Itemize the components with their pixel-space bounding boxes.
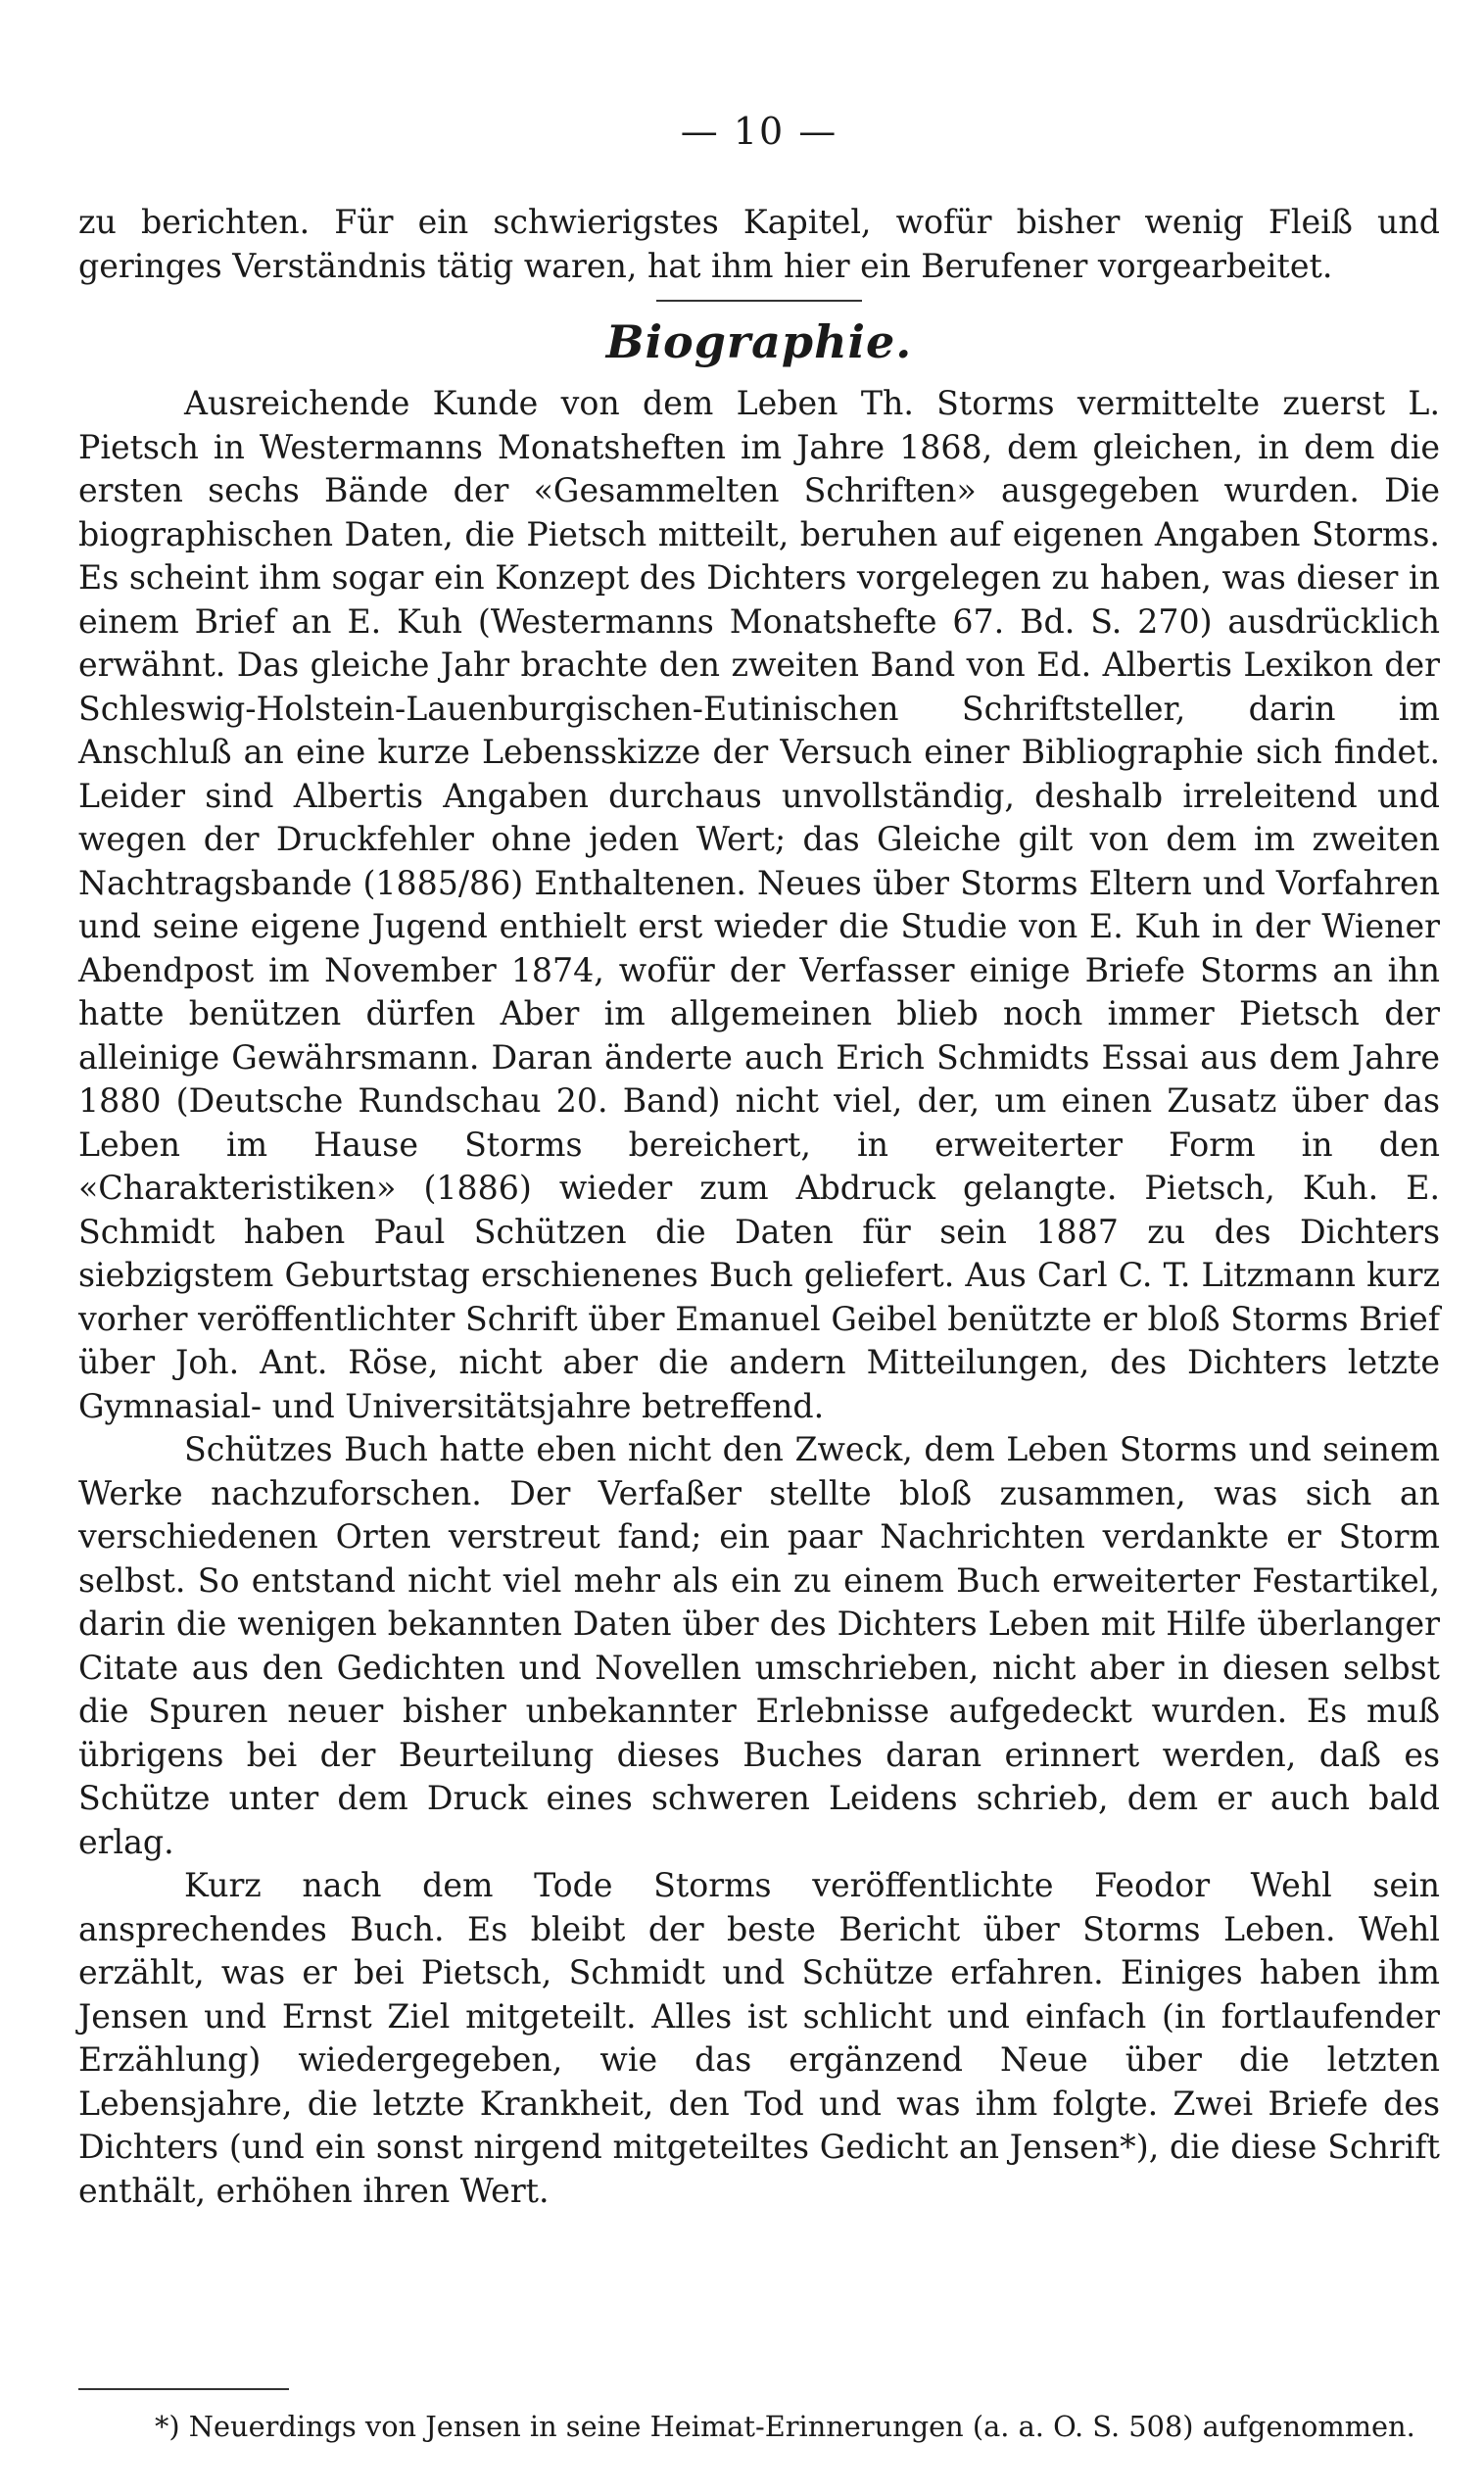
footnote-divider <box>78 2388 289 2390</box>
paragraph: Kurz nach dem Tode Storms veröffentlichte Feodor Wehl sein ansprechendes Buch. Es bleibt der beste Bericht über Storms Leben. Wehl erzählt, was er bei Pietsch, Schmidt und Schütze erfahren. Einiges haben ihm Jensen und Ernst Ziel mitgeteilt. Alles ist schlicht und einfach (in fortlaufender Erzählung) wiedergegeben, wie das ergänzend Neue über die letzten Lebensjahre, die letzte Krankheit, den Tod und was ihm folgte. Zwei Briefe des Dichters (und ein sonst nirgend mitgeteiltes Gedicht an Jensen*), die diese Schrift enthält, erhöhen ihren Wert. <box>78 1866 1440 2210</box>
section-divider <box>656 300 862 302</box>
page-number: — 10 — <box>680 110 838 153</box>
paragraph: Schützes Buch hatte eben nicht den Zweck, dem Leben Storms und seinem Werke nachzuforschen. Der Verfaßer stellte bloß zusammen, was sich an verschiedenen Orten verstreut fand; ein paar Nachrichten verdankte er Storm selbst. So entstand nicht viel mehr als ein zu einem Buch erweiterter Festartikel, darin die wenigen bekannten Daten über des Dichters Leben mit Hilfe überlanger Citate aus den Gedichten und Novellen umschrieben, nicht aber in diesen selbst die Spuren neuer bisher unbekannter Erlebnisse aufgedeckt wurden. Es muß übrigens bei der Beurteilung dieses Buches daran erinnert werden, daß es Schütze unter dem Druck eines schweren Leidens schrieb, dem er auch bald erlag. <box>78 1430 1440 1861</box>
footnote: *) Neuerdings von Jensen in seine Heimat-Erinnerungen (a. a. O. S. 508) aufgenommen. <box>155 2410 1415 2443</box>
section-heading: Biographie. <box>605 315 913 368</box>
paragraph: Ausreichende Kunde von dem Leben Th. Storms vermittelte zuerst L. Pietsch in Westermanns Monatsheften im Jahre 1868, dem gleichen, in dem die ersten sechs Bände der «Gesammelten Schriften» ausgegeben wurden. Die biographischen Daten, die Pietsch mitteilt, beruhen auf eigenen Angaben Storms. Es scheint ihm sogar ein Konzept des Dichters vorgelegen zu haben, was dieser in einem Brief an E. Kuh (Westermanns Monatshefte 67. Bd. S. 270) ausdrücklich erwähnt. Das gleiche Jahr brachte den zweiten Band von Ed. Albertis Lexikon der Schleswig-Holstein-Lauenburgischen-Eutinischen Schriftsteller, darin im Anschluß an eine kurze Lebensskizze der Versuch einer Bibliographie sich findet. Leider sind Albertis Angaben durchaus unvollständig, deshalb irreleitend und wegen der Druckfehler ohne jeden Wert; das Gleiche gilt von dem im zweiten Nachtragsbande (1885/86) Enthaltenen. Neues über Storms Eltern und Vorfahren und seine eigene Jugend enthielt erst wieder die Studie von E. Kuh in der Wiener Abendpost im November 1874, wofür der Verfasser einige Briefe Storms an ihn hatte benützen dürfen Aber im allgemeinen blieb noch immer Pietsch der alleinige Gewährsmann. Daran änderte auch Erich Schmidts Essai aus dem Jahre 1880 (Deutsche Rundschau 20. Band) nicht viel, der, um einen Zusatz über das Leben im Hause Storms bereichert, in erweiterter Form in den «Charakteristiken» (1886) wieder zum Abdruck gelangte. Pietsch, Kuh. E. Schmidt haben Paul Schützen die Daten für sein 1887 zu des Dichters siebzigstem Geburtstag erschienenes Buch geliefert. Aus Carl C. T. Litzmann kurz vorher veröffentlichter Schrift über Emanuel Geibel benützte er bloß Storms Brief über Joh. Ant. Röse, nicht aber die andern Mitteilungen, des Dichters letzte Gymnasial- und Universitätsjahre betreffend. <box>78 384 1440 1425</box>
book-page <box>78 0 1440 2492</box>
body-text <box>78 201 1440 2213</box>
intro-paragraph: zu berichten. Für ein schwierigstes Kapitel, wofür bisher wenig Fleiß und geringes Verständnis tätig waren, hat ihm hier ein Berufener vorgearbeitet. <box>78 203 1440 285</box>
